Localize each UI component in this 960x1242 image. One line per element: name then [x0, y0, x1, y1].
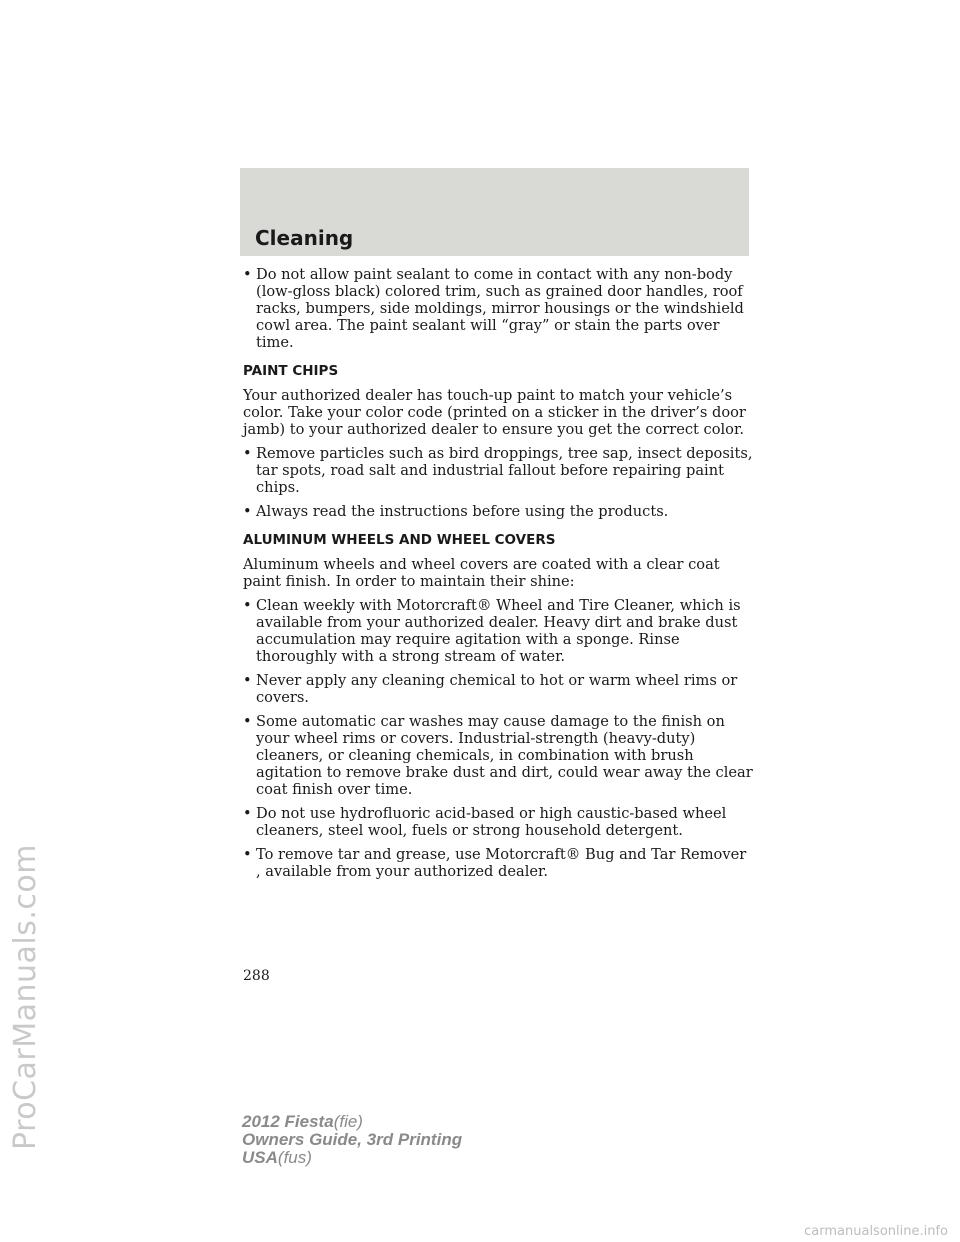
bullet-text: Do not allow paint sealant to come in contact with any non-body (low-gloss black) colored trim, such as grained door handles, roof racks, bumpers, side moldings, mirror housings or the windshield cowl area. The paint sealant will “gray” or stain the parts over time. — [256, 266, 744, 351]
footer-market-code: (fus) — [277, 1148, 312, 1167]
bullet-item — [243, 266, 753, 351]
bullet-glyph: • — [243, 503, 252, 520]
paint-chips-paragraph: Your authorized dealer has touch-up paint to match your vehicle’s color. Take your color code (printed on a sticker in the driver’s door jamb) to your authorized dealer to ensure you get the correct color. — [243, 387, 746, 438]
bullet-item — [243, 597, 753, 665]
bullet-glyph: • — [243, 266, 252, 283]
page-number: 288 — [243, 968, 270, 984]
bullet-glyph: • — [243, 672, 252, 689]
bullet-glyph: • — [243, 713, 252, 730]
bullet-item — [243, 672, 753, 706]
bullet-text: To remove tar and grease, use Motorcraft® Bug and Tar Remover , available from your authorized dealer. — [256, 846, 747, 880]
heading-aluminum-wheels: ALUMINUM WHEELS AND WHEEL COVERS — [243, 532, 556, 548]
footer-line-1 — [242, 1113, 462, 1131]
section-title: Cleaning — [255, 226, 354, 250]
footer-line-2 — [242, 1131, 462, 1149]
footer-model: 2012 Fiesta — [242, 1112, 334, 1131]
bullet-glyph: • — [243, 846, 252, 863]
footer-edition-info — [242, 1113, 462, 1167]
bullet-glyph: • — [243, 597, 252, 614]
bullet-item — [243, 445, 753, 496]
bullet-item — [243, 503, 753, 520]
bullet-text: Never apply any cleaning chemical to hot or warm wheel rims or covers. — [256, 672, 738, 706]
footer-market: USA — [242, 1148, 278, 1167]
bullet-text: Remove particles such as bird droppings, tree sap, insect deposits, tar spots, road salt and industrial fallout before repairing paint chips. — [256, 445, 753, 496]
bullet-item — [243, 713, 753, 798]
bullet-text: Always read the instructions before using the products. — [256, 503, 669, 520]
bullet-item — [243, 846, 753, 880]
bullet-text: Some automatic car washes may cause damage to the finish on your wheel rims or covers. Industrial-strength (heavy-duty) cleaners, or cleaning chemicals, in combination with brush agitation to remove brake dust and dirt, could wear away the clear coat finish over time. — [256, 713, 753, 798]
bullet-glyph: • — [243, 445, 252, 462]
bullet-glyph: • — [243, 805, 252, 822]
bullet-text: Do not use hydrofluoric acid-based or high caustic-based wheel cleaners, steel wool, fuels or strong household detergent. — [256, 805, 727, 839]
footer-line-3 — [242, 1149, 462, 1167]
footer-printing: Owners Guide, 3rd Printing — [242, 1130, 463, 1149]
side-watermark: ProCarManuals.com — [8, 843, 43, 1150]
wheels-paragraph: Aluminum wheels and wheel covers are coated with a clear coat paint finish. In order to maintain their shine: — [243, 556, 720, 590]
footer-model-code: (fie) — [333, 1112, 363, 1131]
section-banner — [240, 168, 749, 256]
page-content — [243, 266, 753, 887]
bullet-item — [243, 805, 753, 839]
bullet-text: Clean weekly with Motorcraft® Wheel and Tire Cleaner, which is available from your authorized dealer. Heavy dirt and brake dust accumulation may require agitation with a sponge. Rinse thoroughly with a strong stream of water. — [256, 597, 741, 665]
bottom-watermark: carmanualsonline.info — [804, 1224, 948, 1239]
heading-paint-chips: PAINT CHIPS — [243, 363, 339, 379]
